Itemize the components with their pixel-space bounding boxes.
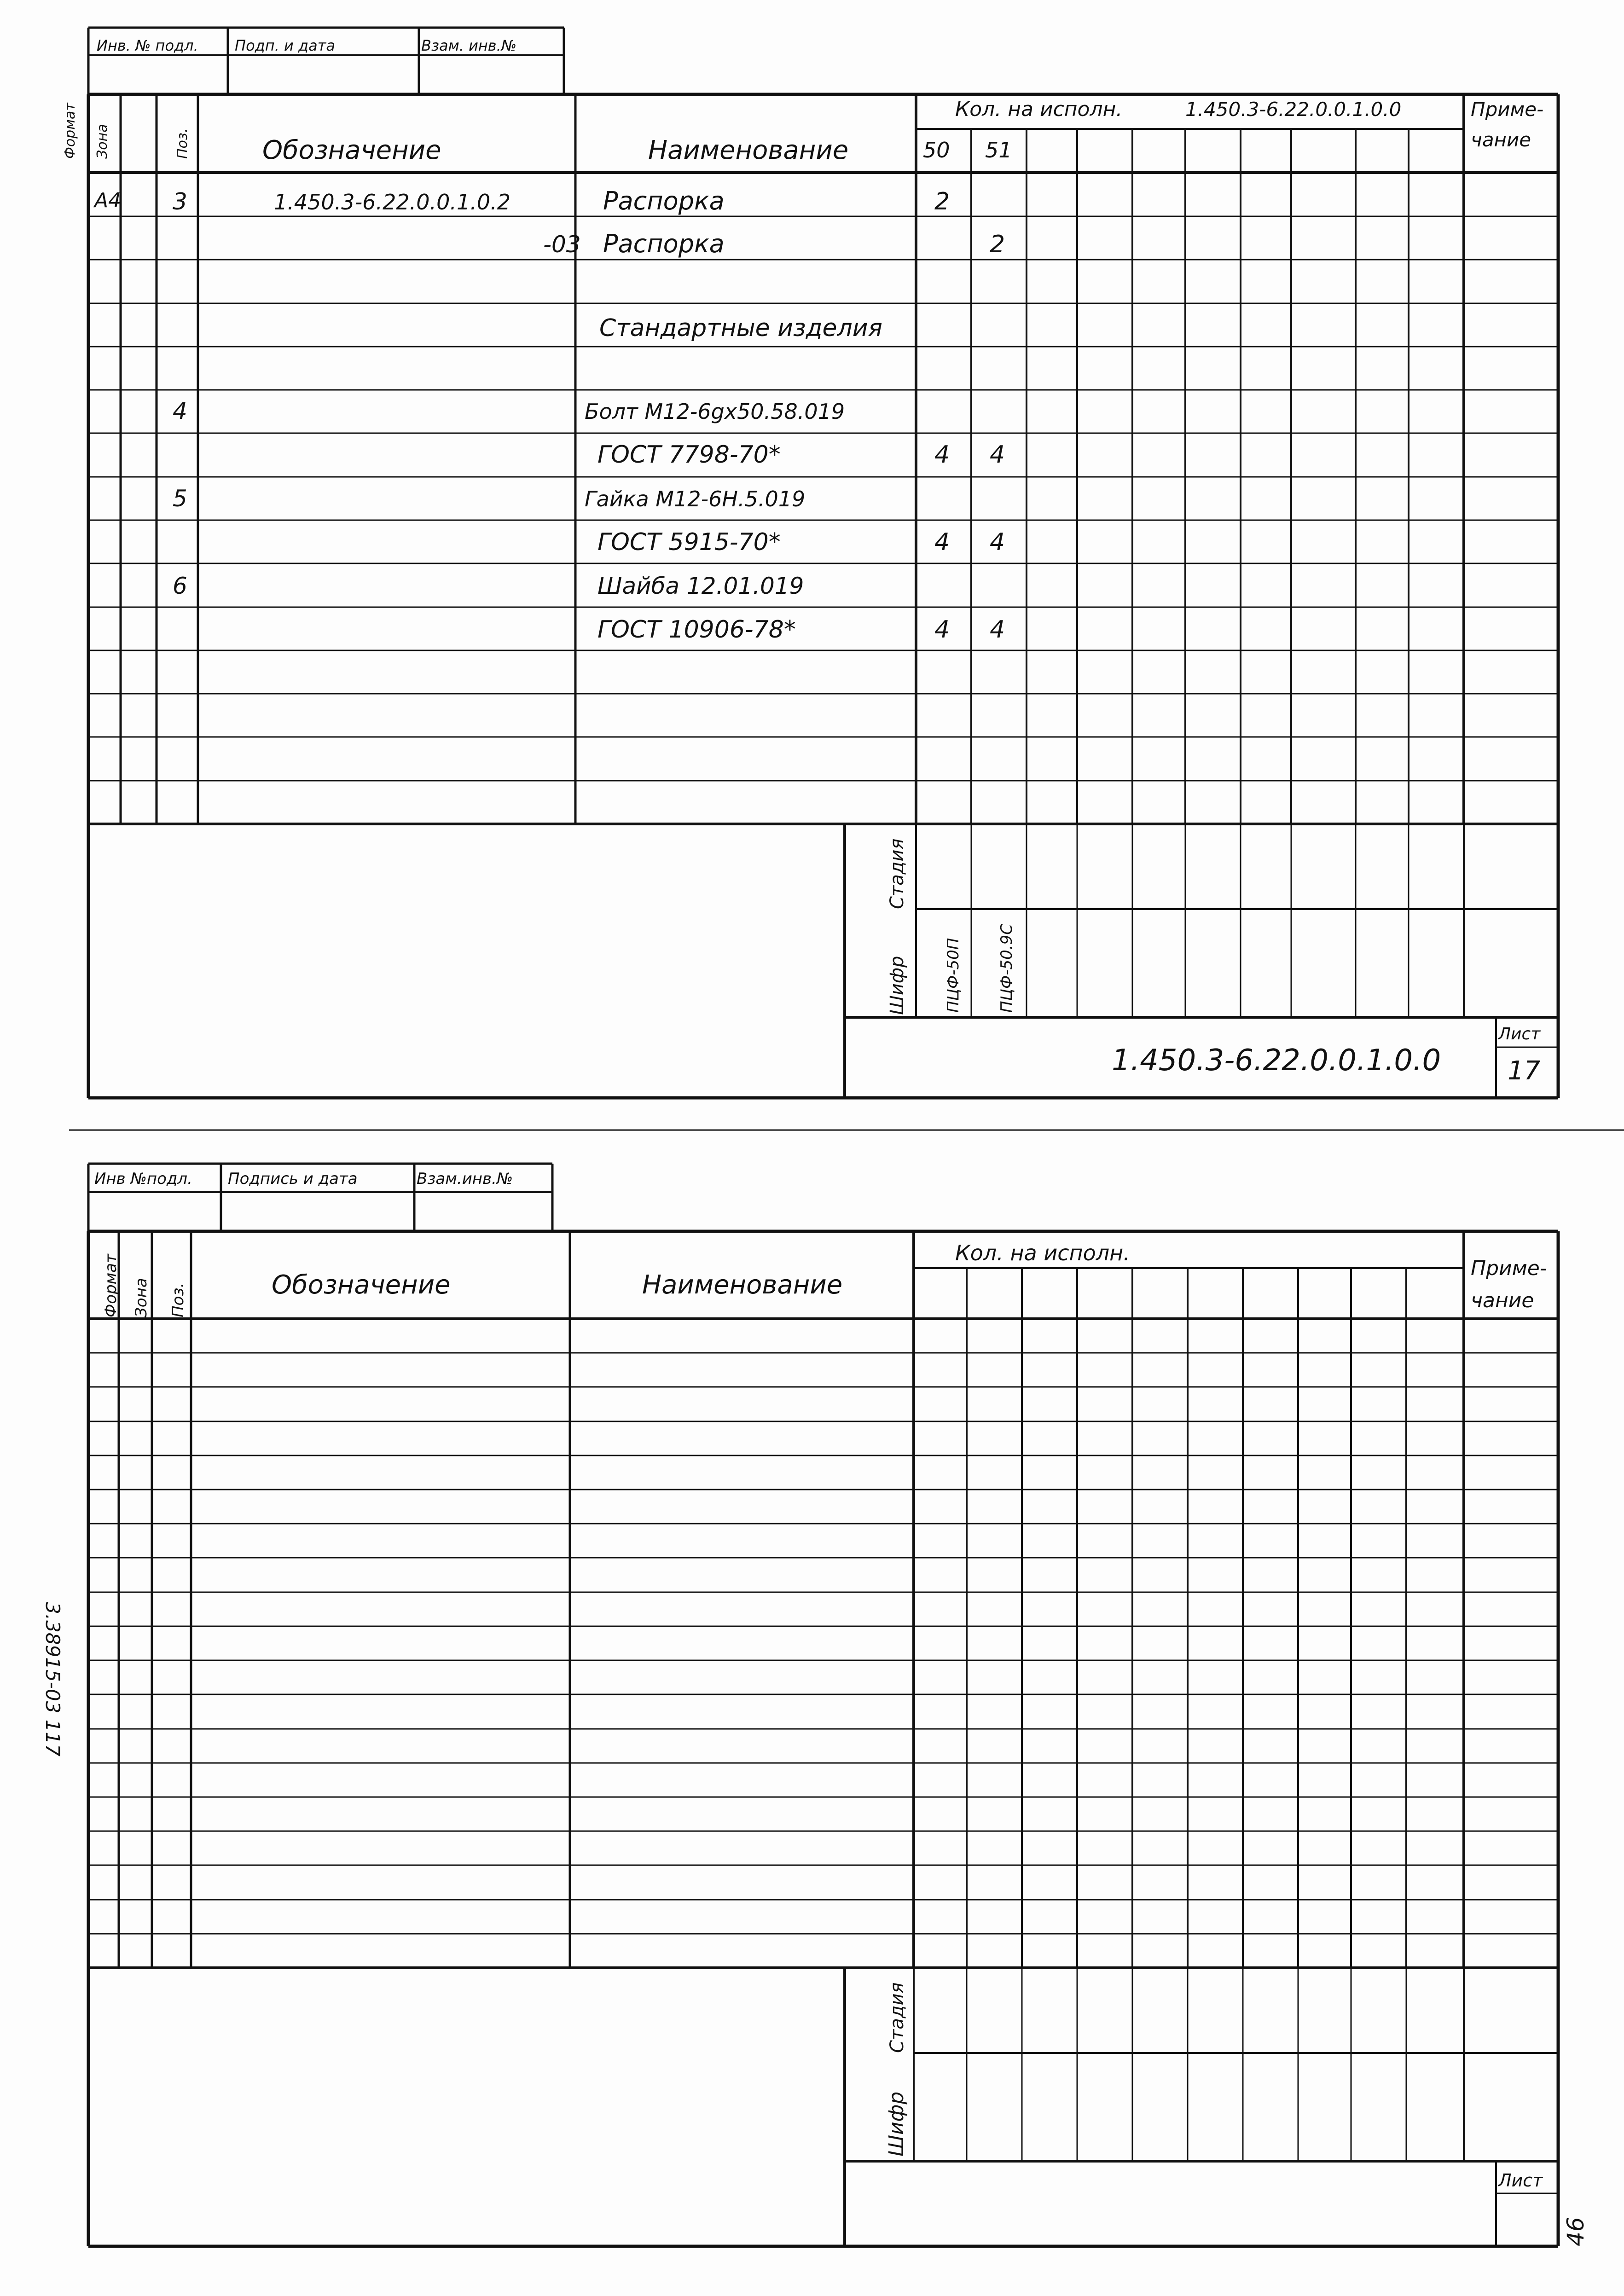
spec-row [543, 229, 1005, 258]
row-qty-51: 2 [990, 231, 1005, 258]
stage-label: Стадия [887, 1982, 908, 2053]
approval-inv-label: Инв №подл. [94, 1170, 192, 1188]
row-pos: 3 [173, 188, 187, 215]
header-note-2: чание [1471, 1289, 1534, 1312]
row-qty-51: 4 [990, 616, 1005, 644]
header-pos: Поз. [169, 1282, 187, 1317]
row-name: Гайка М12-6Н.5.019 [585, 487, 806, 511]
header-pos: Поз. [174, 128, 191, 159]
row-name: Распорка [603, 186, 725, 215]
header-note-1: Приме- [1471, 1257, 1547, 1280]
header-name: Наименование [642, 1270, 843, 1300]
spec-row [173, 485, 805, 512]
stage-label: Стадия [887, 838, 908, 909]
header-note-2: чание [1471, 128, 1531, 151]
header-zone: Зона [94, 124, 110, 159]
spec-row [597, 528, 1005, 556]
row-qty-50: 4 [934, 441, 950, 469]
section-title: Стандартные изделия [599, 314, 882, 342]
sheet-label: Лист [1498, 1025, 1541, 1044]
row-name: Болт М12-6gх50.58.019 [585, 399, 845, 424]
page-number: 46 [1562, 2217, 1589, 2246]
sheet-label: Лист [1498, 2170, 1543, 2191]
row-pos: 6 [173, 573, 187, 599]
header-note-1: Приме- [1471, 98, 1544, 121]
side-stamp: 3.38915-03 117 [41, 1602, 64, 1757]
approval-sign-label: Подпись и дата [228, 1170, 358, 1188]
header-doc-code: 1.450.3-6.22.0.0.1.0.0 [1185, 98, 1402, 121]
spec-row [597, 441, 1005, 469]
header-designation: Обозначение [262, 135, 441, 165]
header-zone: Зона [132, 1278, 151, 1317]
row-pos: 5 [173, 485, 187, 512]
spec-row [173, 573, 804, 599]
row-name: ГОСТ 5915-70* [597, 528, 781, 556]
row-designation: 1.450.3-6.22.0.0.1.0.2 [274, 190, 511, 215]
header-format: Формат [62, 103, 78, 159]
header-qty-title: Кол. на исполн. [955, 98, 1123, 121]
approval-replace-label: Взам.инв.№ [417, 1170, 513, 1188]
row-name: Шайба 12.01.019 [597, 573, 804, 599]
row-name: ГОСТ 7798-70* [597, 441, 781, 469]
row-name: Распорка [603, 229, 725, 258]
spec-row [173, 398, 845, 424]
spec-row [597, 616, 1005, 644]
cipher-label: Шифр [885, 2091, 908, 2157]
cipher-label: Шифр [887, 956, 908, 1015]
approval-inv-label: Инв. № подл. [97, 37, 198, 54]
row-format: А4 [94, 189, 122, 212]
header-qty-title: Кол. на исполн. [955, 1241, 1130, 1265]
row-qty-50: 2 [934, 188, 950, 215]
row-qty-50: 4 [934, 528, 950, 556]
cipher-value-2: ПЦФ-50.9С [998, 924, 1016, 1013]
row-name: ГОСТ 10906-78* [597, 616, 796, 644]
approval-replace-label: Взам. инв.№ [421, 37, 517, 54]
row-pos: 4 [173, 398, 187, 424]
header-exec-51: 51 [985, 138, 1012, 162]
sheet-number: 17 [1508, 1056, 1541, 1086]
header-exec-50: 50 [923, 138, 950, 162]
row-qty-51: 4 [990, 528, 1005, 556]
row-qty-50: 4 [934, 616, 950, 644]
cipher-value-1: ПЦФ-50П [944, 938, 963, 1013]
spec-row [93, 186, 950, 215]
header-designation: Обозначение [272, 1270, 451, 1300]
row-qty-51: 4 [990, 441, 1005, 469]
title-code: 1.450.3-6.22.0.0.1.0.0 [1112, 1044, 1441, 1078]
header-name: Наименование [648, 135, 849, 165]
row-designation: -03 [543, 231, 581, 258]
approval-sign-label: Подп. и дата [235, 37, 335, 54]
header-format: Формат [102, 1254, 120, 1317]
